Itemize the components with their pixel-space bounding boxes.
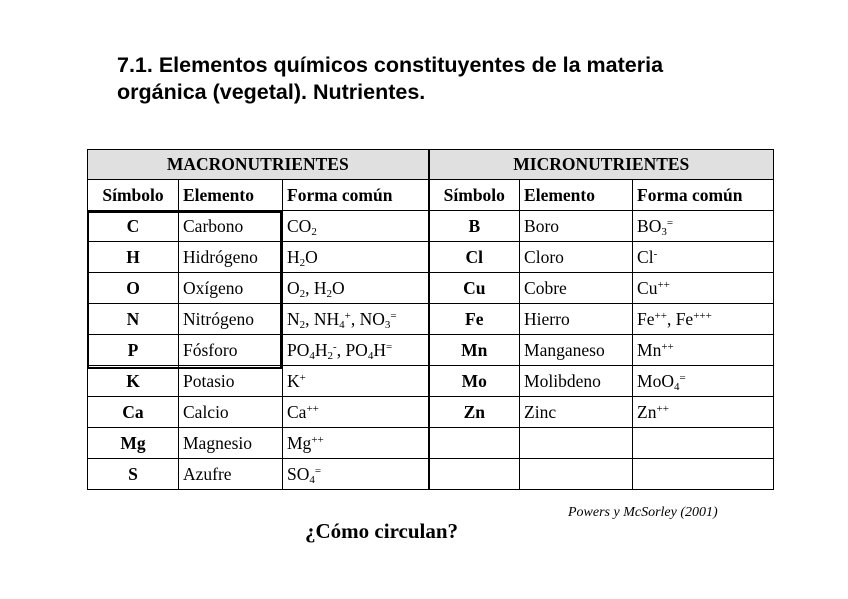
micro-symbol: Mn	[429, 335, 520, 366]
micro-symbol	[429, 459, 520, 490]
macro-element: Potasio	[179, 366, 283, 397]
table-row	[88, 304, 774, 335]
macro-element: Fósforo	[179, 335, 283, 366]
macro-form: Ca++	[283, 397, 429, 428]
macro-symbol: Mg	[88, 428, 179, 459]
table-row	[88, 242, 774, 273]
column-header-form: Forma común	[283, 180, 429, 211]
macronutrients-header: MACRONUTRIENTES	[88, 150, 429, 180]
macro-form: $PO_4H_2^-$, $PO_4H^=$	[283, 335, 429, 366]
table-row	[88, 428, 774, 459]
macro-form: $SO_4^=$	[283, 459, 429, 490]
macro-symbol: P	[88, 335, 179, 366]
micro-element: Manganeso	[520, 335, 633, 366]
macro-form: $H_2O$	[283, 242, 429, 273]
micro-symbol: Fe	[429, 304, 520, 335]
micro-form: Mn++	[633, 335, 774, 366]
column-header-form: Forma común	[633, 180, 774, 211]
micro-form: Cl-	[633, 242, 774, 273]
micronutrients-header: MICRONUTRIENTES	[429, 150, 774, 180]
nutrients-table	[87, 149, 774, 490]
table-row	[88, 459, 774, 490]
micro-form	[633, 428, 774, 459]
column-header-element: Elemento	[179, 180, 283, 211]
macro-symbol: C	[88, 211, 179, 242]
micro-element: Zinc	[520, 397, 633, 428]
micro-form: Cu++	[633, 273, 774, 304]
micro-form: $BO_3^=$	[633, 211, 774, 242]
group-header-row	[88, 150, 774, 180]
table-row	[88, 397, 774, 428]
macro-form: $O_2$, $H_2O$	[283, 273, 429, 304]
macro-element: Magnesio	[179, 428, 283, 459]
micro-form	[633, 459, 774, 490]
source-citation: Powers y McSorley (2001)	[568, 505, 718, 520]
micro-element: Molibdeno	[520, 366, 633, 397]
macro-element: Azufre	[179, 459, 283, 490]
column-header-element: Elemento	[520, 180, 633, 211]
micro-element: Cobre	[520, 273, 633, 304]
column-header-symbol: Símbolo	[88, 180, 179, 211]
micro-symbol: Mo	[429, 366, 520, 397]
macro-element: Calcio	[179, 397, 283, 428]
table-row	[88, 273, 774, 304]
title-line-1: 7.1. Elementos químicos constituyentes de la materia	[117, 53, 664, 77]
micro-symbol: B	[429, 211, 520, 242]
micro-symbol	[429, 428, 520, 459]
column-header-row	[88, 180, 774, 211]
micro-symbol: Zn	[429, 397, 520, 428]
macro-form: Mg++	[283, 428, 429, 459]
macro-symbol: H	[88, 242, 179, 273]
table-row	[88, 366, 774, 397]
micro-form: MoO$_4$=	[633, 366, 774, 397]
macro-element: Nitrógeno	[179, 304, 283, 335]
table-body	[88, 211, 774, 490]
macro-symbol: Ca	[88, 397, 179, 428]
macro-element: Oxígeno	[179, 273, 283, 304]
micro-element	[520, 459, 633, 490]
macro-form: K+	[283, 366, 429, 397]
macro-form: $CO_2$	[283, 211, 429, 242]
table-row	[88, 335, 774, 366]
macro-element: Hidrógeno	[179, 242, 283, 273]
micro-element: Hierro	[520, 304, 633, 335]
micro-form: Zn++	[633, 397, 774, 428]
macro-symbol: O	[88, 273, 179, 304]
macro-form: $N_2$, $NH_4^+$, $NO_3^=$	[283, 304, 429, 335]
micro-element	[520, 428, 633, 459]
column-header-symbol: Símbolo	[429, 180, 520, 211]
micro-element: Cloro	[520, 242, 633, 273]
macro-symbol: S	[88, 459, 179, 490]
macro-symbol: N	[88, 304, 179, 335]
micro-form: Fe++, Fe+++	[633, 304, 774, 335]
macro-element: Carbono	[179, 211, 283, 242]
micro-element: Boro	[520, 211, 633, 242]
macro-symbol: K	[88, 366, 179, 397]
question-text: ¿Cómo circulan?	[305, 519, 459, 543]
table-row	[88, 211, 774, 242]
micro-symbol: Cu	[429, 273, 520, 304]
page-title	[117, 52, 757, 106]
title-line-2: orgánica (vegetal). Nutrientes.	[117, 80, 426, 104]
micro-symbol: Cl	[429, 242, 520, 273]
